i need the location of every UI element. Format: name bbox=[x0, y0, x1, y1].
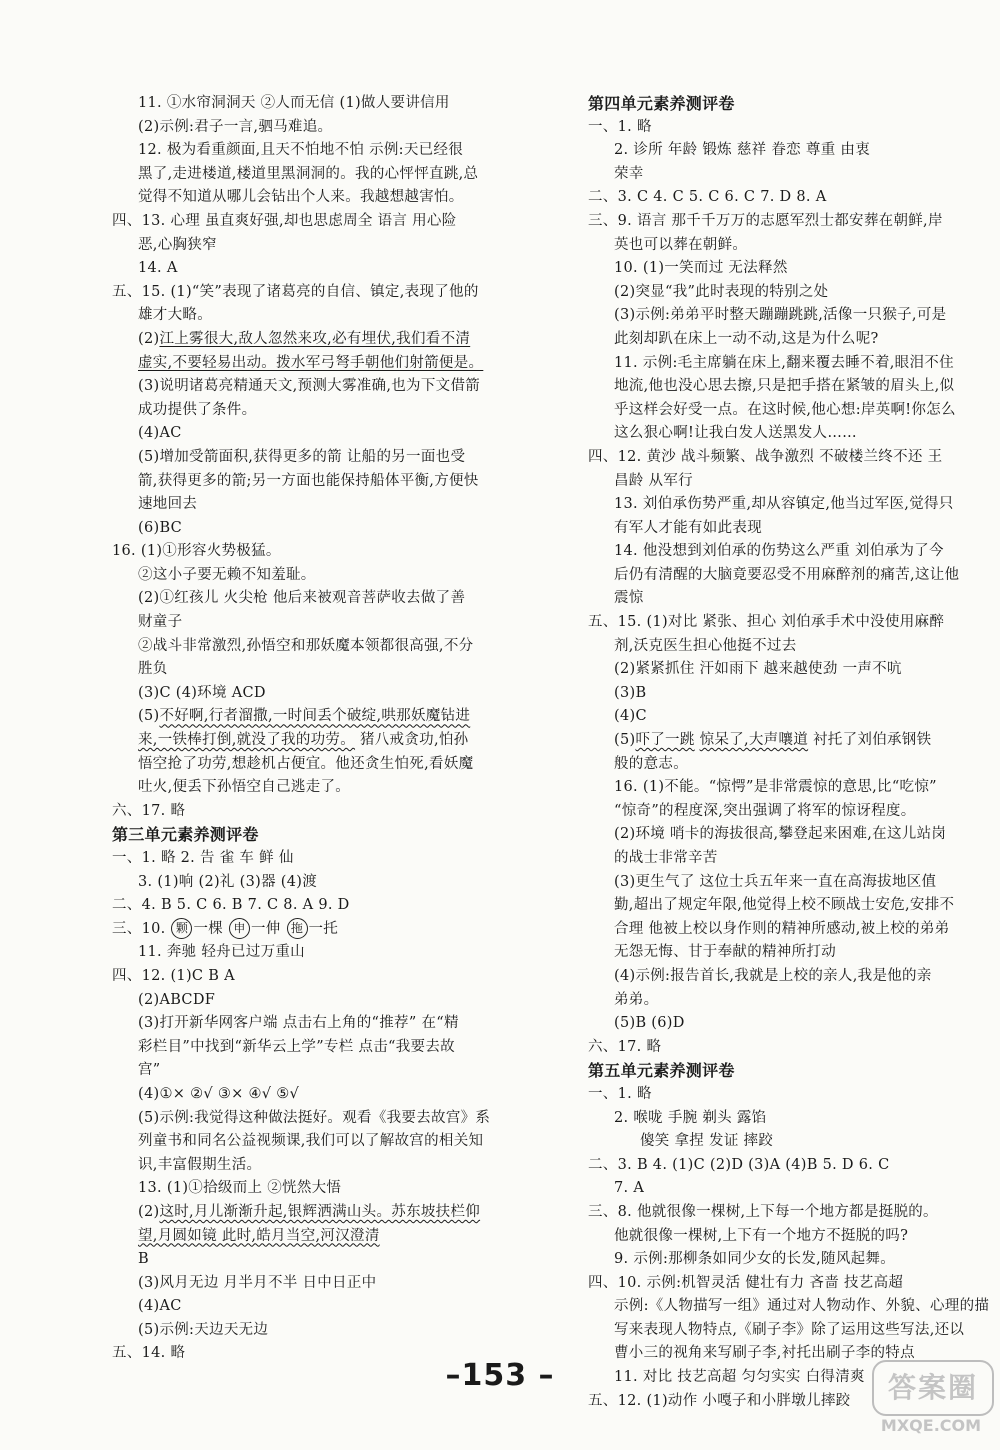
answer-text: 昌龄 从军行 bbox=[614, 472, 693, 489]
answer-line bbox=[588, 682, 983, 706]
answer-text: 黑了,走进楼道,楼道里黑洞洞的。我的心怦怦直跳,总 bbox=[138, 165, 479, 182]
answer-text: (5)示例:我觉得这种做法挺好。观看《我要去故宫》系 bbox=[138, 1109, 491, 1126]
wavy-underlined-text: 望,月圆如镜 此时,皓月当空,河汉澄清 bbox=[138, 1227, 380, 1244]
answer-line bbox=[112, 753, 502, 777]
answer-text: (2)突显“我”此时表现的特别之处 bbox=[614, 283, 829, 300]
answer-line bbox=[112, 375, 502, 399]
answer-text: (5)示例:天边天无边 bbox=[138, 1321, 269, 1338]
answer-line bbox=[588, 1319, 983, 1343]
answer-text: 三、9. 语言 那千千万万的志愿军烈士都安葬在朝鲜,岸 bbox=[588, 212, 943, 229]
answer-line bbox=[112, 635, 502, 659]
answer-line bbox=[112, 611, 502, 635]
answer-line bbox=[112, 658, 502, 682]
watermark-text: 答案圈 bbox=[872, 1360, 994, 1416]
right-column bbox=[588, 92, 990, 1413]
answer-text: 般的意志。 bbox=[614, 755, 688, 772]
answer-line bbox=[112, 470, 502, 494]
answer-line bbox=[588, 800, 983, 824]
answer-text: (2)①红孩儿 火尖枪 他后来被观音菩萨收去做了善 bbox=[138, 590, 466, 607]
section-heading: 第四单元素养测评卷 bbox=[588, 94, 735, 113]
answer-line bbox=[588, 470, 983, 494]
answer-line bbox=[588, 871, 983, 895]
answer-text: 雄才大略。 bbox=[138, 307, 212, 324]
answer-text: (2)紧紧抓住 汗如雨下 越来越使劲 一声不吭 bbox=[614, 661, 902, 678]
answer-line bbox=[588, 1083, 983, 1107]
answer-text: 四、13. 心理 虽直爽好强,却也思虑周全 语言 用心险 bbox=[112, 212, 457, 229]
answer-text: (4)示例:报告首长,我就是上校的亲人,我是他的亲 bbox=[614, 967, 932, 984]
answer-line bbox=[112, 328, 502, 352]
answer-text: 写来表现人物特点,《刷子李》除了运用这些写法,还以 bbox=[614, 1321, 965, 1338]
answer-text: 2. 喉咙 手腕 剃头 露馅 bbox=[614, 1109, 767, 1126]
answer-line bbox=[588, 1130, 983, 1154]
answer-text: 一托 bbox=[308, 920, 339, 937]
answer-text: 五、12. (1)动作 小嘎子和小胖墩儿摔跤 bbox=[588, 1392, 851, 1409]
section-heading: 第三单元素养测评卷 bbox=[112, 825, 259, 845]
answer-line bbox=[112, 682, 502, 706]
section-heading: 第五单元素养测评卷 bbox=[588, 1061, 735, 1081]
answer-text: 彩栏目”中找到“新华云上学”专栏 点击“我要去故 bbox=[138, 1038, 455, 1055]
item-number: 三、10. bbox=[112, 920, 171, 937]
answer-text: 英也可以葬在朝鲜。 bbox=[614, 236, 748, 253]
left-column bbox=[112, 92, 502, 1366]
answer-text: (2)示例:君子一言,驷马难追。 bbox=[138, 118, 333, 135]
wavy-underlined-text: 吓了一跳 bbox=[635, 732, 695, 749]
answer-line bbox=[588, 989, 983, 1013]
answer-text: 有军人才能有如此表现 bbox=[614, 519, 762, 536]
circled-char: 拖 bbox=[287, 918, 308, 939]
answer-line bbox=[112, 1177, 502, 1201]
answer-line bbox=[588, 1248, 983, 1272]
answer-text: 14. 他没想到刘伯承的伤势这么严重 刘伯承为了今 bbox=[614, 543, 944, 560]
circled-char: 申 bbox=[229, 918, 250, 939]
answer-text: 二、4. B 5. C 6. B 7. C 8. A 9. D bbox=[112, 897, 350, 914]
answer-line bbox=[588, 234, 983, 258]
answer-line bbox=[112, 564, 502, 588]
answer-text: 2. 诊所 年龄 锻炼 慈祥 眷恋 尊重 由衷 bbox=[614, 142, 870, 159]
answer-text: 衬托了刘伯承钢铁 bbox=[808, 732, 932, 749]
answer-text: B bbox=[138, 1251, 149, 1268]
answer-text: 荣幸 bbox=[614, 165, 644, 182]
answer-text: 五、15. (1)“笑”表现了诸葛亮的自信、镇定,表现了他的 bbox=[112, 283, 479, 300]
answer-text: (5) bbox=[138, 708, 160, 725]
answer-text: 五、14. 略 bbox=[112, 1345, 186, 1362]
answer-line bbox=[112, 1272, 502, 1296]
answer-text: 14. A bbox=[138, 260, 178, 277]
answer-line bbox=[588, 1295, 990, 1319]
answer-line bbox=[588, 375, 983, 399]
answer-line bbox=[112, 1012, 502, 1036]
answer-line bbox=[588, 281, 983, 305]
answer-line bbox=[588, 422, 983, 446]
answer-text: 12. 极为看重颜面,且天不怕地不怕 示例:天已经很 bbox=[138, 142, 464, 159]
answer-text: 猪八戒贪功,怕孙 bbox=[355, 732, 469, 749]
answer-line bbox=[588, 1012, 983, 1036]
answer-line bbox=[112, 399, 502, 423]
answer-text: 觉得不知道从哪儿会钻出个人来。我越想越害怕。 bbox=[138, 189, 464, 206]
answer-line bbox=[588, 776, 983, 800]
answer-line bbox=[112, 729, 502, 753]
wavy-underlined-text: 不好啊,行者溜撒,一时间丢个破绽,哄那妖魔钻进 bbox=[159, 708, 471, 725]
answer-line bbox=[588, 1201, 983, 1225]
answer-line bbox=[588, 116, 983, 140]
answer-text: (3)风月无边 月半月不半 日中日正中 bbox=[138, 1274, 377, 1291]
answer-text: 震惊 bbox=[614, 590, 644, 607]
answer-text: (3)B bbox=[614, 684, 647, 701]
answer-line bbox=[588, 753, 983, 777]
answer-text: 11. ①水帘洞洞天 ②人而无信 (1)做人要讲信用 bbox=[138, 95, 450, 111]
answer-line bbox=[112, 446, 502, 470]
answer-text: (3)打开新华网客户端 点击右上角的“推荐” 在“精 bbox=[138, 1015, 459, 1032]
answer-line bbox=[588, 729, 983, 753]
answer-text: 二、3. C 4. C 5. C 6. C 7. D 8. A bbox=[588, 189, 827, 206]
answer-line bbox=[588, 328, 983, 352]
answer-text: 四、12. (1)C B A bbox=[112, 967, 235, 984]
answer-line bbox=[112, 1107, 502, 1131]
answer-text: 11. 对比 技艺高超 匀匀实实 白得清爽 bbox=[614, 1369, 865, 1386]
answer-line bbox=[112, 234, 502, 258]
answer-text: 7. A bbox=[614, 1180, 645, 1197]
answer-line bbox=[588, 1177, 983, 1201]
answer-line bbox=[112, 281, 502, 305]
answer-line bbox=[112, 965, 502, 989]
answer-text: 勤,超出了规定年限,他觉得上校不顾战士安危,安排不 bbox=[614, 897, 955, 914]
answer-text: (3)示例:弟弟平时整天蹦蹦跳跳,活像一只猴子,可是 bbox=[614, 307, 947, 324]
answer-line bbox=[588, 210, 983, 234]
answer-text: 列童书和同名公益视频课,我们可以了解故宫的相关知 bbox=[138, 1133, 484, 1150]
answer-line bbox=[112, 422, 502, 446]
answer-text: (6)BC bbox=[138, 519, 183, 536]
answer-text: 一、1. 略 bbox=[588, 1085, 652, 1102]
answer-line bbox=[112, 776, 502, 800]
answer-line bbox=[588, 918, 983, 942]
answer-text: (3)更生气了 这位士兵五年来一直在高海拔地区值 bbox=[614, 873, 937, 890]
answer-text: 成功提供了条件。 bbox=[138, 401, 257, 418]
answer-line bbox=[588, 163, 983, 187]
answer-text: 合理 他被上校以身作则的精神所感动,被上校的弟弟 bbox=[614, 920, 950, 937]
answer-line bbox=[112, 493, 502, 517]
answer-text: (4)C bbox=[614, 708, 647, 725]
answer-text: 16. (1)①形容火势极猛。 bbox=[112, 543, 281, 560]
answer-line bbox=[112, 918, 502, 942]
answer-line bbox=[112, 92, 502, 116]
answer-text: 地流,他也没心思去擦,只是把手搭在紧皱的眉头上,似 bbox=[614, 378, 955, 395]
answer-line bbox=[112, 540, 502, 564]
answer-text: 一、1. 略 bbox=[588, 118, 652, 135]
answer-line bbox=[588, 1154, 983, 1178]
answer-text: 一棵 bbox=[193, 920, 228, 937]
answer-line bbox=[112, 163, 502, 187]
answer-line bbox=[588, 352, 983, 376]
answer-text: (2) bbox=[138, 1203, 160, 1220]
watermark-url: MXQE.COM bbox=[880, 1416, 982, 1435]
answer-text: 13. (1)①拾级而上 ②恍然大悟 bbox=[138, 1180, 342, 1197]
answer-line bbox=[112, 871, 502, 895]
answer-text: 10. (1)一笑而过 无法释然 bbox=[614, 260, 788, 277]
answer-text: ②这小子要无赖不知羞耻。 bbox=[138, 566, 316, 583]
answer-text: (4)①× ②√ ③× ④√ ⑤√ bbox=[138, 1085, 300, 1102]
answer-line bbox=[112, 1036, 502, 1060]
answer-text: 一伸 bbox=[250, 920, 286, 937]
answer-text: (5)B (6)D bbox=[614, 1015, 685, 1032]
answer-line bbox=[588, 658, 983, 682]
answer-text: (3)C (4)环境 ACD bbox=[138, 684, 266, 701]
answer-line bbox=[112, 587, 502, 611]
answer-line bbox=[112, 304, 502, 328]
answer-line bbox=[588, 1225, 983, 1249]
answer-line bbox=[112, 517, 502, 541]
answer-line bbox=[588, 965, 983, 989]
answer-text: 剂,沃克医生担心他挺不过去 bbox=[614, 637, 797, 654]
answer-line bbox=[112, 139, 502, 163]
answer-text: (2)环境 哨卡的海拔很高,攀登起来困难,在这儿站岗 bbox=[614, 826, 947, 843]
answer-text: 傻笑 拿捏 发证 摔跤 bbox=[640, 1133, 774, 1150]
answer-text: 11. 示例:毛主席躺在床上,翻来覆去睡不着,眼泪不住 bbox=[614, 354, 954, 371]
answer-line bbox=[588, 941, 983, 965]
answer-line bbox=[112, 894, 502, 918]
answer-line bbox=[588, 894, 983, 918]
answer-line bbox=[112, 705, 502, 729]
answer-text: 箭,获得更多的箭;另一方面也能保持船体平衡,方便快 bbox=[138, 472, 479, 489]
wavy-underlined-text: 来,一铁棒打倒,就没了我的功劳。 bbox=[138, 732, 356, 749]
answer-text: 的战士非常辛苦 bbox=[614, 850, 718, 866]
underlined-text: 江上雾很大,敌人忽然来攻,必有埋伏,我们看不清 bbox=[159, 330, 471, 347]
page-number: –153 – bbox=[445, 1358, 555, 1393]
answer-line bbox=[112, 1083, 502, 1107]
answer-text: 13. 刘伯承伤势严重,却从容镇定,他当过军医,觉得只 bbox=[614, 496, 954, 513]
wavy-underlined-text: 这时,月儿渐渐升起,银辉洒满山头。苏东坡扶栏仰 bbox=[159, 1203, 481, 1220]
answer-text: 三、8. 他就很像一棵树,上下每一个地方都是挺脱的。 bbox=[588, 1203, 938, 1220]
answer-line bbox=[112, 352, 502, 376]
answer-text: (5)增加受箭面积,获得更多的箭 让船的另一面也受 bbox=[138, 448, 466, 465]
answer-line bbox=[112, 1295, 502, 1319]
answer-text: 9. 示例:那柳条如同少女的长发,随风起舞。 bbox=[614, 1251, 896, 1268]
answer-text: 六、17. 略 bbox=[588, 1038, 662, 1055]
answer-text: ②战斗非常激烈,孙悟空和那妖魔本领都很高强,不分 bbox=[138, 637, 474, 654]
answer-text: (2) bbox=[138, 330, 160, 347]
answer-text: 16. (1)不能。“惊愕”是非常震惊的意思,比“吃惊” bbox=[614, 779, 937, 796]
answer-line bbox=[588, 587, 983, 611]
answer-text: (2)ABCDF bbox=[138, 991, 216, 1008]
answer-line bbox=[588, 493, 983, 517]
answer-line bbox=[112, 1248, 502, 1272]
answer-text: 二、3. B 4. (1)C (2)D (3)A (4)B 5. D 6. C bbox=[588, 1156, 890, 1173]
answer-text: (4)AC bbox=[138, 425, 182, 442]
answer-line bbox=[112, 186, 502, 210]
answer-line bbox=[112, 116, 502, 140]
answer-line bbox=[112, 210, 502, 234]
answer-text: 弟弟。 bbox=[614, 991, 659, 1008]
answer-text: 后仍有清醒的大脑竟要忍受不用麻醉剂的痛苦,这让他 bbox=[614, 566, 960, 583]
wavy-underlined-text: 惊呆了,大声嚷道 bbox=[699, 732, 809, 749]
answer-line bbox=[588, 139, 983, 163]
answer-line bbox=[588, 635, 983, 659]
answer-line bbox=[588, 540, 983, 564]
answer-text: 胜负 bbox=[138, 661, 168, 678]
answer-text: (4)AC bbox=[138, 1298, 182, 1315]
answer-text: 一、1. 略 2. 告 雀 车 鲜 仙 bbox=[112, 850, 294, 866]
circled-char: 颗 bbox=[171, 918, 192, 939]
answer-line bbox=[112, 1225, 502, 1249]
answer-text: 悟空抢了功劳,想趁机占便宜。他还贪生怕死,看妖魔 bbox=[138, 755, 474, 772]
answer-line bbox=[112, 257, 502, 281]
answer-text: 11. 奔驰 轻舟已过万重山 bbox=[138, 944, 305, 961]
answer-line bbox=[588, 517, 983, 541]
answer-text: 恶,心胸狭窄 bbox=[138, 236, 217, 253]
answer-text: 3. (1)响 (2)礼 (3)器 (4)渡 bbox=[138, 873, 318, 890]
answer-line bbox=[588, 705, 983, 729]
answer-text: (5) bbox=[614, 732, 636, 749]
answer-line bbox=[112, 800, 502, 824]
answer-text: 四、10. 示例:机智灵活 健壮有力 吝啬 技艺高超 bbox=[588, 1274, 904, 1291]
answer-text: (3)说明诸葛亮精通天文,预测大雾准确,也为下文借箭 bbox=[138, 378, 481, 395]
answer-text: 他就很像一棵树,上下有一个地方不挺脱的吗? bbox=[614, 1227, 909, 1244]
answer-line bbox=[588, 304, 983, 328]
answer-line bbox=[112, 1342, 502, 1366]
answer-line bbox=[588, 847, 983, 871]
answer-line bbox=[588, 611, 983, 635]
answer-text: 四、12. 黄沙 战斗频繁、战争激烈 不破楼兰终不还 王 bbox=[588, 448, 943, 465]
answer-line bbox=[112, 1154, 502, 1178]
answer-text: 宫” bbox=[138, 1062, 161, 1079]
answer-text: 曹小三的视角来写刷子李,衬托出刷子李的特点 bbox=[614, 1345, 915, 1362]
answer-line bbox=[112, 1130, 502, 1154]
answer-line bbox=[112, 1319, 502, 1343]
answer-line bbox=[588, 257, 983, 281]
answer-line bbox=[112, 847, 502, 871]
watermark-logo bbox=[872, 1360, 990, 1436]
answer-text: 示例:《人物描写一组》通过对人物动作、外貌、心理的描 bbox=[614, 1298, 990, 1315]
underlined-text: 虚实,不要轻易出动。拨水军弓弩手朝他们射箭便是。 bbox=[138, 354, 484, 371]
answer-line bbox=[588, 823, 983, 847]
answer-line bbox=[588, 1107, 983, 1131]
answer-text: 乎这样会好受一点。在这时候,他心想:岸英啊!你怎么 bbox=[614, 401, 956, 418]
answer-line bbox=[112, 1201, 502, 1225]
answer-line bbox=[112, 989, 502, 1013]
answer-text: 吐火,便丢下孙悟空自己逃走了。 bbox=[138, 779, 351, 796]
answer-text: 五、15. (1)对比 紧张、担心 刘伯承手术中没使用麻醉 bbox=[588, 614, 945, 631]
answer-line bbox=[112, 941, 502, 965]
answer-line bbox=[588, 564, 983, 588]
answer-text: 无怨无悔、甘于奉献的精神所打动 bbox=[614, 944, 836, 961]
answer-line bbox=[588, 1036, 983, 1060]
answer-text: 财童子 bbox=[138, 614, 183, 631]
answer-line bbox=[112, 1059, 502, 1083]
answer-text: 此刻却趴在床上一动不动,这是为什么呢? bbox=[614, 330, 879, 347]
answer-line bbox=[588, 399, 983, 423]
answer-text: “惊奇”的程度深,突出强调了将军的惊讶程度。 bbox=[614, 802, 916, 819]
answer-line bbox=[588, 446, 983, 470]
answer-text: 六、17. 略 bbox=[112, 802, 186, 819]
answer-text: 速地回去 bbox=[138, 496, 198, 513]
answer-text: 这么狠心啊!让我白发人送黑发人…… bbox=[614, 425, 857, 442]
answer-line bbox=[588, 186, 983, 210]
answer-line bbox=[588, 1272, 983, 1296]
answer-text: 识,丰富假期生活。 bbox=[138, 1156, 262, 1173]
